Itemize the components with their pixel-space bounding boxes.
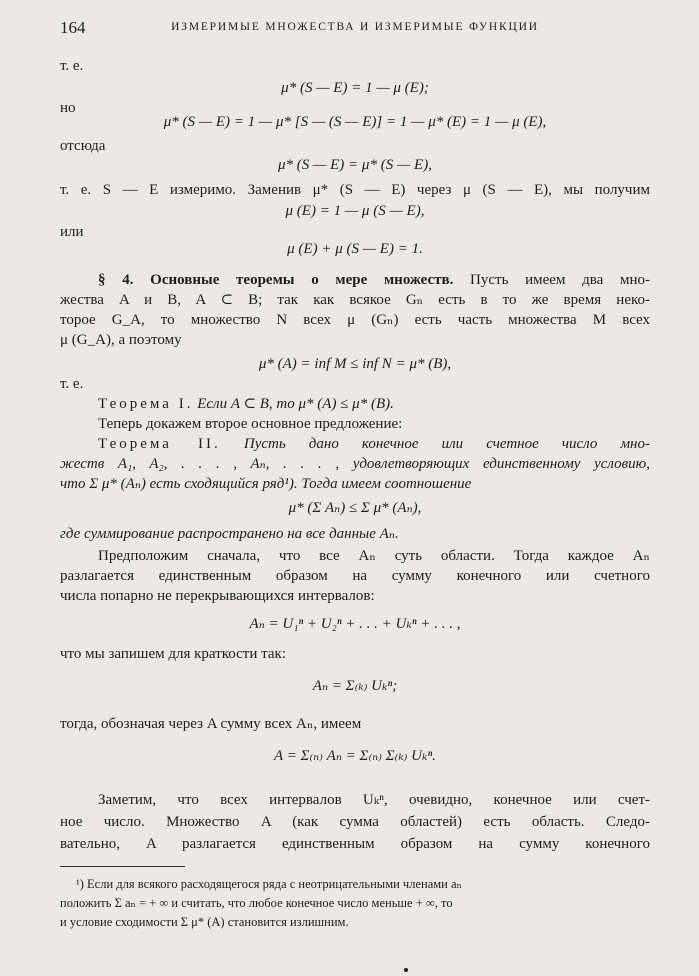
- formula: μ* (A) = inf M ≤ inf N = μ* (B),: [258, 356, 452, 372]
- text-line: торое G_A, то множество N всех μ (Gₙ) есть часть множества M всех: [60, 312, 650, 328]
- theorem-label: Теорема II.: [98, 436, 221, 452]
- theorem-label: Теорема I.: [98, 396, 194, 412]
- formula: μ* (S — E) = 1 — μ* [S — (S — E)] = 1 — μ* (E) = 1 — μ (E),: [163, 114, 547, 130]
- theorem-one: [98, 394, 394, 414]
- running-title: ИЗМЕРИМЫЕ МНОЖЕСТВА И ИЗМЕРИМЫЕ ФУНКЦИИ: [171, 21, 539, 33]
- text-line: жества A и B, A ⊂ B; так как всякое Gₙ есть в то же время неко-: [60, 292, 650, 308]
- text-line: или: [60, 224, 84, 240]
- section-text: Пусть имеем два мно-: [470, 272, 651, 288]
- footnote-line: ¹) Если для всякого расходящегося ряда с неотрицательными членами aₙ: [76, 877, 462, 891]
- formula: A = Σ₍ₙ₎ Aₙ = Σ₍ₙ₎ Σ₍ₖ₎ Uₖⁿ.: [274, 748, 436, 764]
- print-speck: [404, 968, 408, 972]
- page-number: 164: [60, 18, 86, 37]
- text-line: т. е.: [60, 58, 84, 74]
- formula: μ (E) = 1 — μ (S — E),: [285, 203, 425, 219]
- text-line: отсюда: [60, 138, 106, 154]
- section-heading-line: [98, 270, 650, 290]
- formula: μ* (S — E) = 1 — μ (E);: [281, 80, 429, 96]
- text-line: тогда, обозначая через A сумму всех Aₙ, имеем: [60, 716, 362, 732]
- text-line: что мы запишем для краткости так:: [60, 646, 286, 662]
- page-header: [60, 18, 650, 40]
- theorem-statement: Пусть дано конечное или счетное число мно-: [243, 436, 650, 452]
- section-number: § 4.: [98, 272, 134, 288]
- section-title: Основные теоремы о мере множеств.: [150, 272, 454, 288]
- text-line: т. е. S — E измеримо. Заменив μ* (S — E) через μ (S — E), мы получим: [60, 182, 650, 198]
- text-line: μ (G_A), а поэтому: [60, 332, 182, 348]
- text-line: жеств A₁, A₂, . . . , Aₙ, . . . , удовлетворяющих единственному условию,: [60, 456, 650, 472]
- text-line: но: [60, 100, 76, 116]
- text-line: числа попарно не перекрывающихся интервалов:: [60, 588, 375, 604]
- text-line: вательно, A разлагается единственным образом на сумму конечного: [60, 836, 650, 852]
- formula: Aₙ = U₁ⁿ + U₂ⁿ + . . . + Uₖⁿ + . . . ,: [249, 616, 461, 632]
- text-line: Теперь докажем второе основное предложение:: [98, 416, 403, 432]
- text-line: ное число. Множество A (как сумма областей) есть область. Следо-: [60, 814, 650, 830]
- formula: μ (E) + μ (S — E) = 1.: [287, 241, 423, 257]
- footnote-line: положить Σ aₙ = + ∞ и считать, что любое конечное число меньше + ∞, то: [60, 896, 453, 910]
- text-line: Заметим, что всех интервалов Uₖⁿ, очевидно, конечное или счет-: [98, 792, 650, 808]
- text-line: т. е.: [60, 376, 84, 392]
- text-line: где суммирование распространено на все данные Aₙ.: [60, 526, 399, 542]
- footnote-line: и условие сходимости Σ μ* (A) становится излишним.: [60, 915, 349, 929]
- formula: Aₙ = Σ₍ₖ₎ Uₖⁿ;: [312, 678, 398, 694]
- footnote-rule: [60, 866, 185, 867]
- text-line: разлагается единственным образом на сумму конечного или счетного: [60, 568, 650, 584]
- theorem-statement: Если A ⊂ B, то μ* (A) ≤ μ* (B).: [197, 396, 394, 412]
- theorem-two: [98, 434, 650, 454]
- text-line: что Σ μ* (Aₙ) есть сходящийся ряд¹). Тогда имеем соотношение: [60, 476, 472, 492]
- formula: μ* (S — E) = μ* (S — E),: [278, 157, 432, 173]
- text-line: Предположим сначала, что все Aₙ суть области. Тогда каждое Aₙ: [98, 548, 650, 564]
- formula: μ* (Σ Aₙ) ≤ Σ μ* (Aₙ),: [288, 500, 422, 516]
